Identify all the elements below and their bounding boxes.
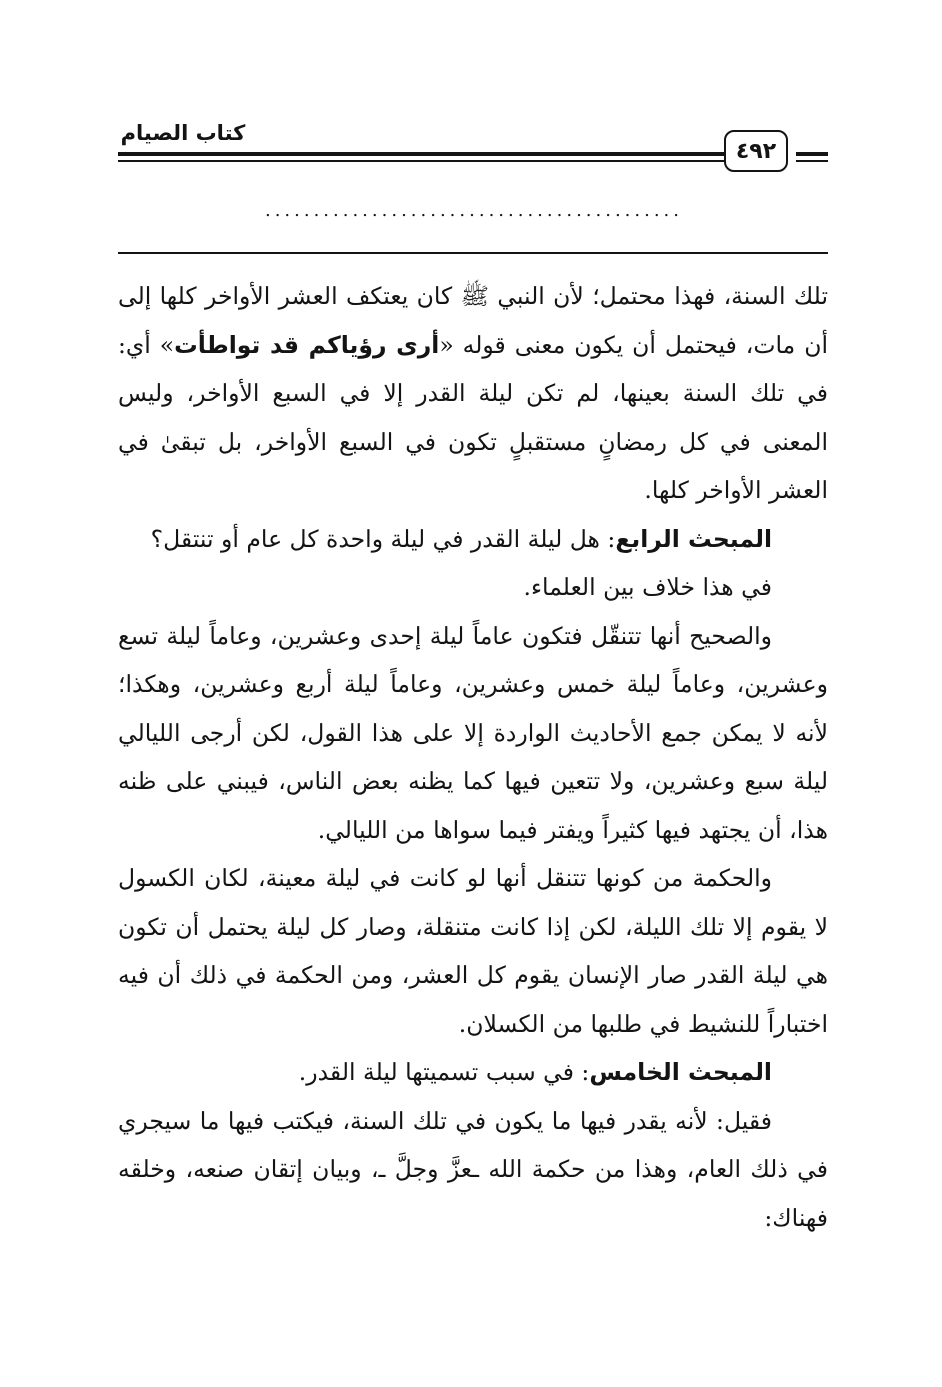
paragraph-1 — [118, 272, 828, 515]
section-4-text: : هل ليلة القدر في ليلة واحدة كل عام أو تنتقل؟ — [150, 524, 616, 553]
header-rule-thin — [118, 160, 724, 162]
page-number-text: ٤٩٢ — [735, 138, 777, 164]
paragraph-1-rest: » أي: في تلك السنة بعينها، لم تكن ليلة القدر إلا في السبع الأواخر، وليس المعنى في كل رمضانٍ مستقبلٍ تكون في السبع الأواخر، بل تبقىٰ في العشر الأواخر كلها. — [118, 330, 828, 504]
hadith-quote-bold: أرى رؤياكم قد تواطأت — [174, 330, 440, 359]
section-5-text: : في سبب تسميتها ليلة القدر. — [298, 1058, 590, 1086]
header-rule-tail-thick — [796, 152, 828, 156]
footnote-continuation-dots: ........................................... — [264, 200, 684, 221]
section-4-heading: المبحث الرابع — [615, 524, 772, 553]
section-4 — [118, 515, 828, 564]
paragraph-2: في هذا خلاف بين العلماء. — [523, 573, 772, 601]
page-number — [724, 130, 788, 172]
header-rule-thick — [118, 152, 724, 156]
running-header-title: كتاب الصيام — [120, 121, 246, 145]
paragraph-4: والحكمة من كونها تتنقل أنها لو كانت في ليلة معينة، لكان الكسول لا يقوم إلا تلك الليلة، لكن إذا كانت متنقلة، وصار كل ليلة يحتمل أن تكون هي ليلة القدر صار الإنسان يقوم كل العشر، ومن الحكمة في ذلك أن فيه اختباراً للنشيط في طلبها من الكسلان. — [118, 864, 828, 1038]
page-body — [118, 272, 828, 1242]
paragraph-1-text: تلك السنة، فهذا محتمل؛ لأن النبي ﷺ كان يعتكف العشر الأواخر كلها إلى أن مات، فيحتمل أن يكون معنى قوله « — [118, 282, 828, 359]
paragraph-3: والصحيح أنها تتنقّل فتكون عاماً ليلة إحدى وعشرين، وعاماً ليلة تسع وعشرين، وعاماً ليلة خمس وعشرين، وعاماً ليلة أربع وعشرين، وهكذا؛ لأنه لا يمكن جمع الأحاديث الواردة إلا على هذا القول، لكن أرجى الليالي ليلة سبع وعشرين، ولا تتعين فيها كما يظنه بعض الناس، فيبني على ظنه هذا، أن يجتهد فيها كثيراً ويفتر فيما سواها من الليالي. — [118, 621, 828, 844]
separator-rule — [118, 252, 828, 254]
section-5 — [118, 1048, 828, 1097]
paragraph-5: فقيل: لأنه يقدر فيها ما يكون في تلك السنة، فيكتب فيها ما سيجري في ذلك العام، وهذا من حكمة الله ـعزَّ وجلَّ ـ، وبيان إتقان صنعه، وخلقه فهناك: — [118, 1106, 828, 1232]
section-5-heading: المبحث الخامس — [589, 1058, 772, 1086]
header-rule-tail-thin — [796, 160, 828, 162]
